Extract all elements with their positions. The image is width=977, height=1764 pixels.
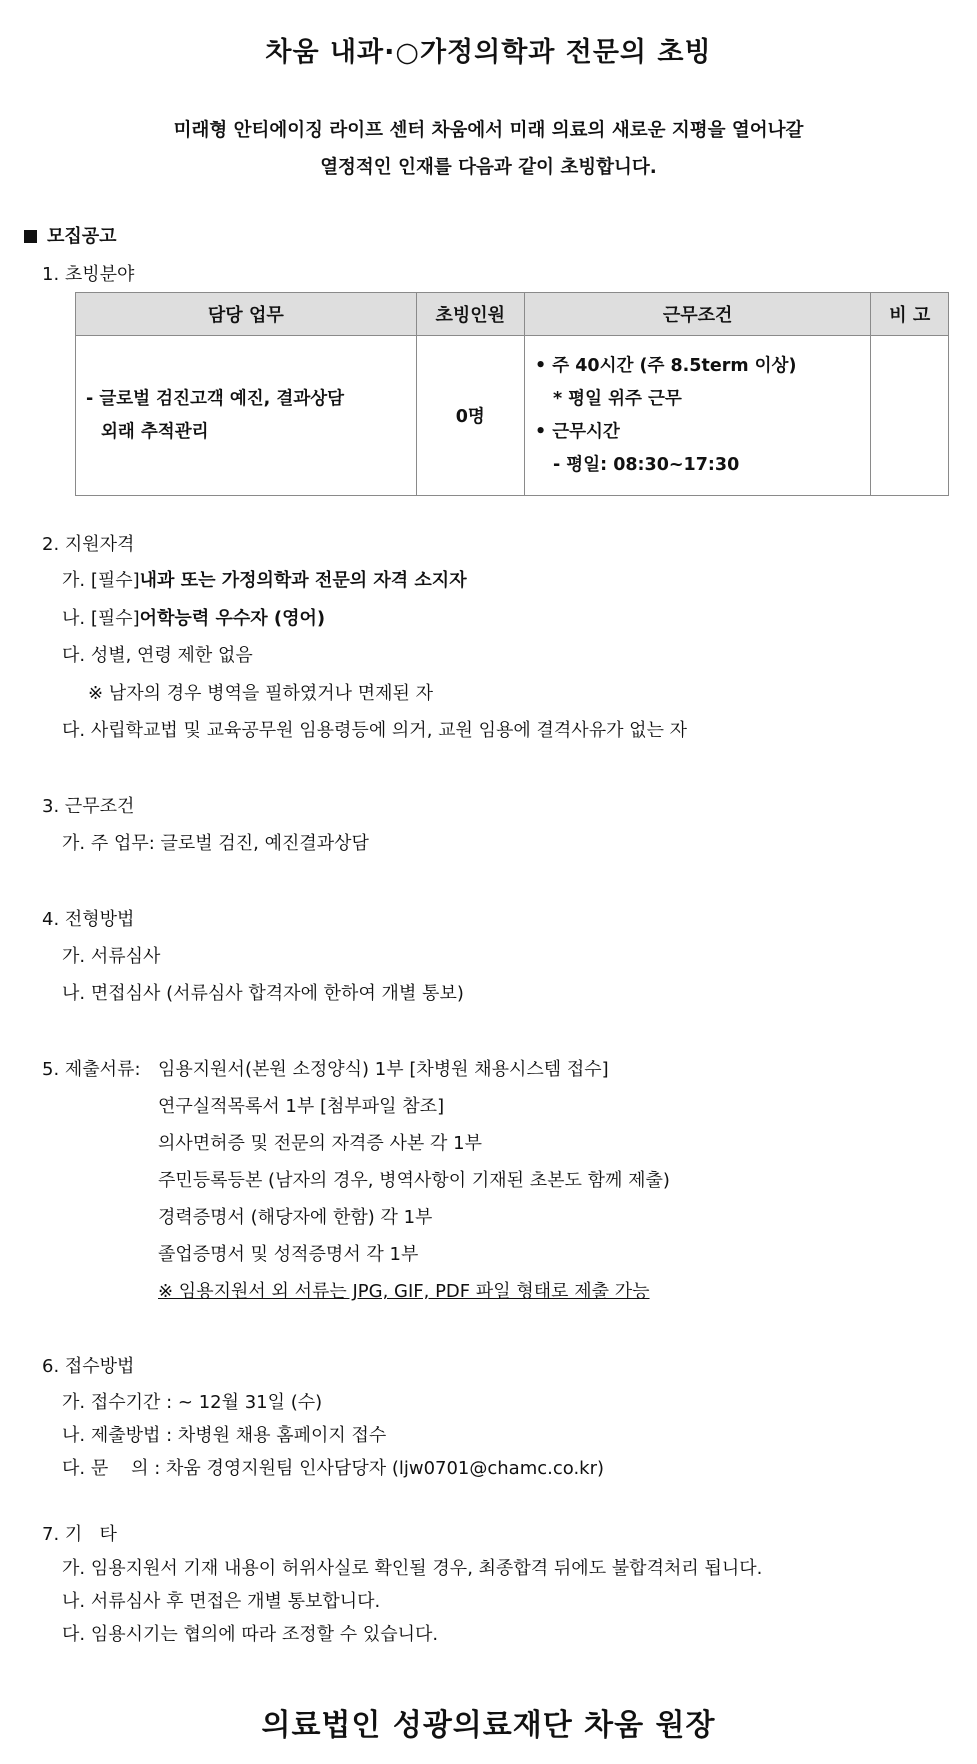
s5-note: ※ 임용지원서 외 서류는 JPG, GIF, PDF 파일 형태로 제출 가능 — [158, 1281, 650, 1302]
s3-item-a: 가. 주 업무: 글로벌 검진, 예진결과상담 — [62, 833, 369, 854]
duty-line-2: 외래 추적관리 — [101, 421, 209, 442]
page-title: 차움 내과·○가정의학과 전문의 초빙 — [265, 37, 712, 68]
header-conditions: 근무조건 — [524, 293, 870, 336]
table-header-row — [76, 293, 949, 336]
s5-item-2: 의사면허증 및 전문의 자격증 사본 각 1부 — [158, 1133, 482, 1154]
header-duty: 담당 업무 — [76, 293, 417, 336]
cond-line-1: • 주 40시간 (주 8.5term 이상) — [534, 355, 797, 376]
s2-item-c-note: ※ 남자의 경우 병역을 필하였거나 면제된 자 — [88, 683, 434, 704]
cell-duty — [76, 336, 417, 496]
s6-item-c: 다. 문 의 : 차움 경영지원팀 인사담당자 (ljw0701@chamc.co.kr) — [62, 1458, 605, 1479]
section-heading-text: 모집공고 — [47, 226, 117, 247]
cell-note — [871, 336, 949, 496]
s7-item-b: 나. 서류심사 후 면접은 개별 통보합니다. — [62, 1591, 381, 1612]
cond-line-2: * 평일 위주 근무 — [552, 388, 682, 409]
s7-item-a: 가. 임용지원서 기재 내용이 허위사실로 확인될 경우, 최종합격 뒤에도 불합격처리 됩니다. — [62, 1558, 763, 1579]
cond-line-3: • 근무시간 — [534, 421, 620, 442]
s6-title: 6. 접수방법 — [42, 1356, 135, 1377]
table-row — [76, 336, 949, 496]
s5-item-1: 연구실적목록서 1부 [첨부파일 참조] — [158, 1096, 445, 1117]
cond-line-4: - 평일: 08:30~17:30 — [552, 454, 740, 475]
s7-item-c: 다. 임용시기는 협의에 따라 조정할 수 있습니다. — [62, 1624, 439, 1645]
s2-title: 2. 지원자격 — [42, 534, 135, 555]
s2-item-d: 다. 사립학교법 및 교육공무원 임용령등에 의거, 교원 임용에 결격사유가 없는 자 — [62, 720, 688, 741]
s7-title: 7. 기 타 — [42, 1524, 117, 1545]
cell-conditions — [524, 336, 870, 496]
s6-item-b: 나. 제출방법 : 차병원 채용 홈페이지 접수 — [62, 1425, 387, 1446]
s5-item-3: 주민등록등본 (남자의 경우, 병역사항이 기재된 초본도 함께 제출) — [158, 1170, 670, 1191]
s2-item-b-text: 어학능력 우수자 (영어) — [139, 608, 326, 629]
recruitment-table — [75, 292, 949, 496]
header-note: 비 고 — [871, 293, 949, 336]
cell-count: 0명 — [416, 336, 524, 496]
duty-line-1: - 글로벌 검진고객 예진, 결과상담 — [86, 388, 345, 409]
s2-item-b-prefix: 나. [필수] — [62, 608, 140, 629]
s4-item-b: 나. 면접심사 (서류심사 합격자에 한하여 개별 통보) — [62, 983, 464, 1004]
intro-line-1: 미래형 안티에이징 라이프 센터 차움에서 미래 의료의 새로운 지평을 열어나갈 — [173, 120, 804, 141]
header-count: 초빙인원 — [416, 293, 524, 336]
s4-title: 4. 전형방법 — [42, 909, 135, 930]
s5-item-0: 임용지원서(본원 소정양식) 1부 [차병원 채용시스템 접수] — [158, 1059, 609, 1080]
s3-title: 3. 근무조건 — [42, 796, 135, 817]
s2-item-b — [62, 604, 325, 630]
s5-item-5: 졸업증명서 및 성적증명서 각 1부 — [158, 1244, 419, 1265]
s4-item-a: 가. 서류심사 — [62, 946, 161, 967]
s2-item-c: 다. 성별, 연령 제한 없음 — [62, 645, 253, 666]
signature-footer: 의료법인 성광의료재단 차움 원장 — [261, 1708, 716, 1743]
s5-label: 5. 제출서류: — [42, 1059, 141, 1080]
s2-item-a-prefix: 가. [필수] — [62, 570, 140, 591]
section-heading — [24, 222, 117, 248]
square-bullet-icon — [24, 230, 37, 243]
s2-item-a — [62, 566, 467, 592]
s6-item-a: 가. 접수기간 : ~ 12월 31일 (수) — [62, 1392, 323, 1413]
s5-item-4: 경력증명서 (해당자에 한함) 각 1부 — [158, 1207, 433, 1228]
s2-item-a-text: 내과 또는 가정의학과 전문의 자격 소지자 — [139, 570, 467, 591]
s1-title: 1. 초빙분야 — [42, 264, 135, 285]
intro-line-2: 열정적인 인재를 다음과 같이 초빙합니다. — [320, 157, 657, 178]
